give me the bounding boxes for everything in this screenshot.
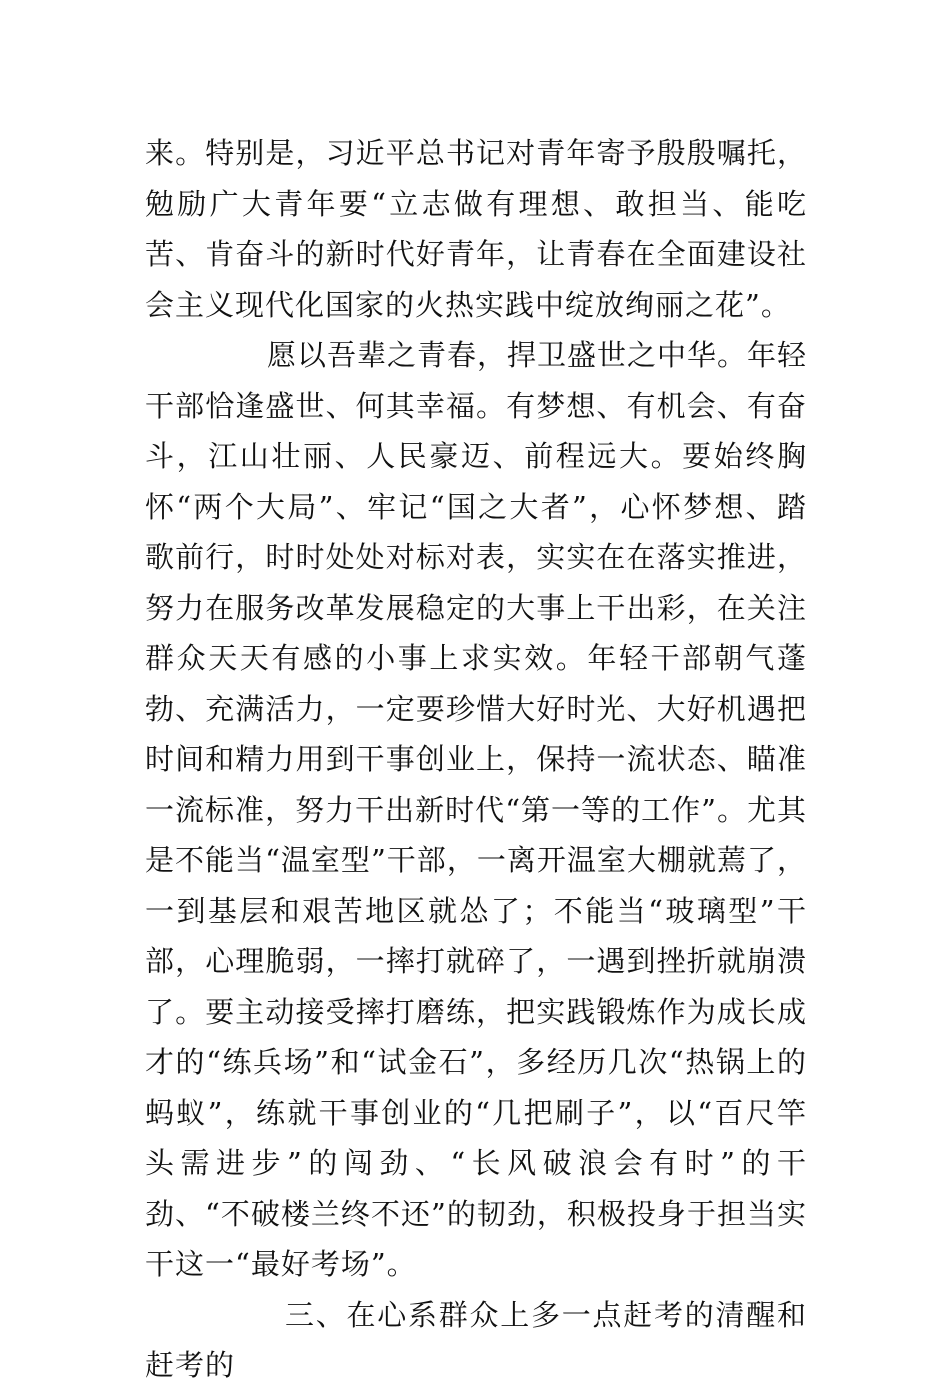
paragraph-3-heading: 三、在心系群众上多一点赶考的清醒和赶考的 xyxy=(145,1297,807,1382)
document-body xyxy=(145,128,807,1391)
paragraph-1: 来。特别是，习近平总书记对青年寄予殷殷嘱托，勉励广大青年要“立志做有理想、敢担当、能吃苦、肯奋斗的新时代好青年，让青春在全面建设社会主义现代化国家的火热实践中绽放绚丽之花”。 xyxy=(145,136,807,322)
paragraph-2: 愿以吾辈之青春，捍卫盛世之中华。年轻干部恰逢盛世、何其幸福。有梦想、有机会、有奋斗，江山壮丽、人民豪迈、前程远大。要始终胸怀“两个大局”、牢记“国之大者”，心怀梦想、踏歌前行，时时处处对标对表，实实在在落实推进，努力在服务改革发展稳定的大事上干出彩，在关注群众天天有感的小事上求实效。年轻干部朝气蓬勃、充满活力，一定要珍惜大好时光、大好机遇把时间和精力用到干事创业上，保持一流状态、瞄准一流标准，努力干出新时代“第一等的工作”。尤其是不能当“温室型”干部，一离开温室大棚就蔫了，一到基层和艰苦地区就怂了；不能当“玻璃型”干部，心理脆弱，一摔打就碎了，一遇到挫折就崩溃了。要主动接受摔打磨练，把实践锻炼作为成长成才的“练兵场”和“试金石”，多经历几次“热锅上的蚂蚁”，练就干事创业的“几把刷子”，以“百尺竿头需进步”的闯劲、“长风破浪会有时”的干劲、“不破楼兰终不还”的韧劲，积极投身于担当实干这一“最好考场”。 xyxy=(145,338,808,1281)
